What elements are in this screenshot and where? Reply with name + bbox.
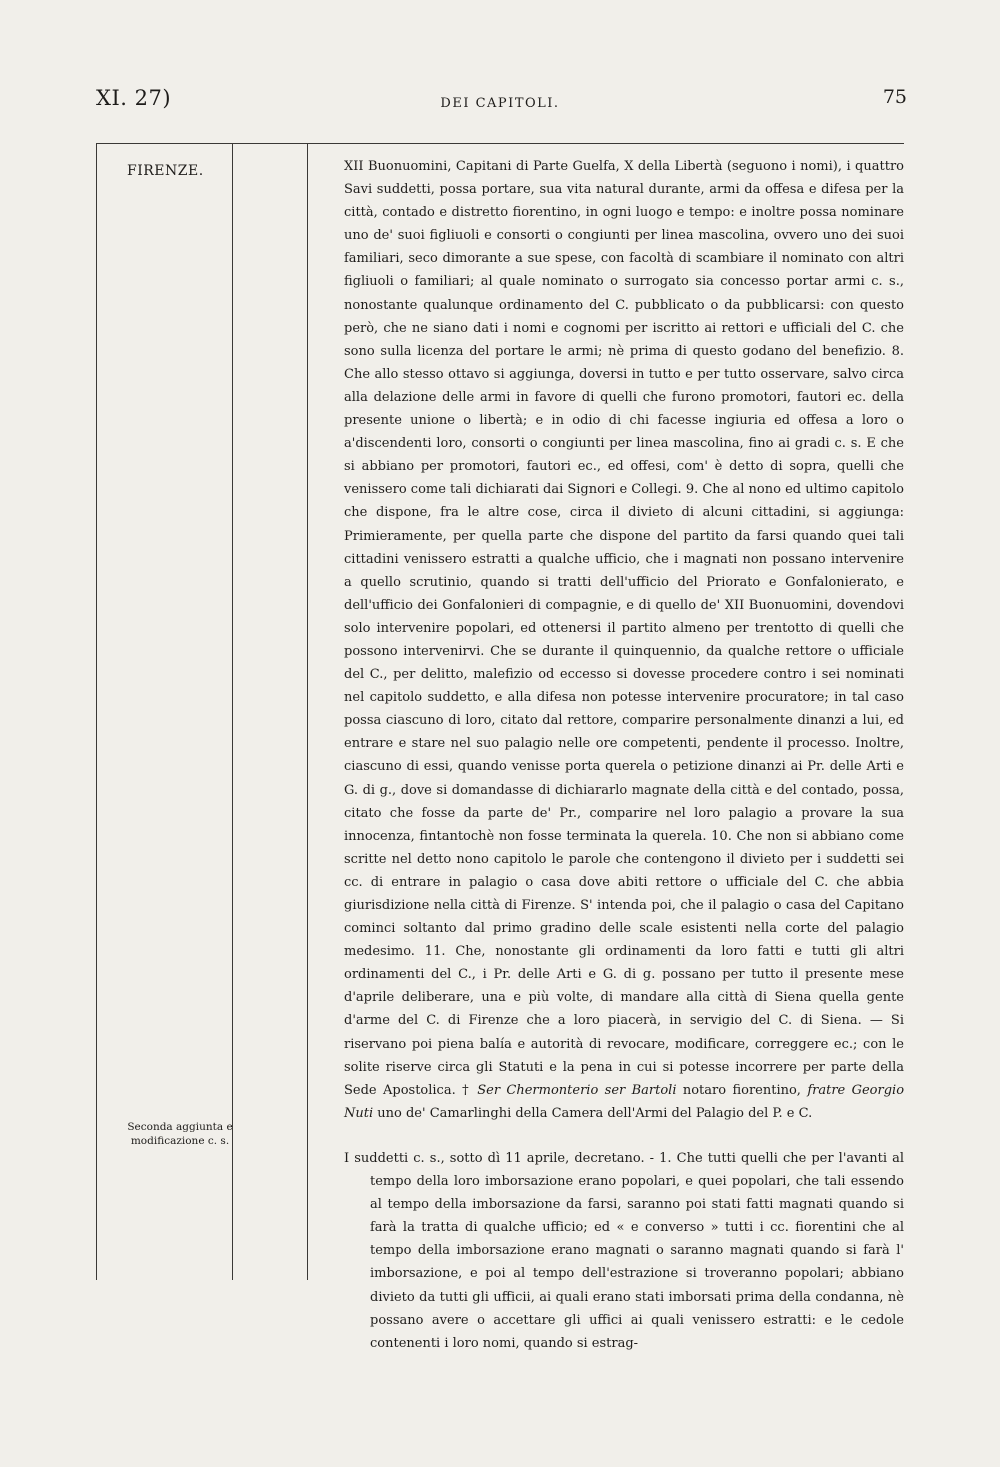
header-rule [96,143,904,144]
paragraph-2: I suddetti c. s., sotto dì 11 aprile, decretano. - 1. Che tutti quelli che per l'avanti al tempo della loro imborsazione erano popolari, e quei popolari, che tali essendo al tempo della imborsazione da farsi, saranno poi stati fatti magnati quando si farà la tratta di qualche ufficio; ed « e converso » tutti i cc. fiorentini che al tempo della imborsazione erano magnati o saranno magnati quando si farà l' imborsazione, e poi al tempo dell'estrazione si troveranno popolari; abbiano divieto da tutti gli ufficii, ai quali erano stati imborsati prima della condanna, nè possano avere o accettare gli uffici ai quali venissero estratti: e le cedole contenenti i loro nomi, quando si estrag- [344,1150,904,1351]
column-rule-right [307,143,308,1280]
page-number: 75 [882,86,907,108]
margin-note: Seconda aggiunta e modificazione c. s. [127,1121,233,1147]
column-rule-middle [232,143,233,1280]
body-text [344,155,904,1355]
running-title: DEI CAPITOLI. [440,96,560,111]
paragraph-1 [344,155,904,1125]
page-header [0,84,1000,124]
paragraph-1-text-a: XII Buonuomini, Capitani di Parte Guelfa, X della Libertà (seguono i nomi), i quattro Savi suddetti, possa portare, sua vita natural durante, armi da offesa e difesa per la città, contado e distretto fiorentino, in ogni luogo e tempo: e inoltre possa nominare uno de' suoi figliuoli e consorti o congiunti per linea mascolina, ovvero uno dei suoi familiari, seco dimorante a sue spese, con facoltà di scambiare il nominato con altri figliuoli o familiari; al quale nominato o surrogato sia concesso portar armi c. s., nonostante qualunque ordinamento del C. pubblicato o da pubblicarsi: con questo però, che ne siano dati i nomi e cognomi per iscritto ai rettori e ufficiali del C. che sono sulla licenza del portare le armi; nè prima di questo godano del benefizio. 8. Che allo stesso ottavo si aggiunga, doversi in tutto e per tutto osservare, salvo circa alla delazione delle armi in favore di quelli che furono promotori, fautori ec. della presente unione o libertà; e in odio di chi facesse ingiuria ed offesa a loro o a'discendenti loro, consorti o congiunti per linea mascolina, fino ai gradi c. s. E che si abbiano per promotori, fautori ec., ed offesi, com' è detto di sopra, quelli che venissero come tali dichiarati dai Signori e Collegi. 9. Che al nono ed ultimo capitolo che dispone, fra le altre cose, circa il divieto di alcuni cittadini, si aggiunga: Primieramente, per quella parte che dispone del partito da farsi quando quei tali cittadini venissero estratti a qualche ufficio, che i magnati non possano intervenire a quello scrutinio, quando si tratti dell'ufficio del Priorato e Gonfalonierato, e dell'ufficio dei Gonfalonieri di compagnie, e di quello de' XII Buonuomini, dovendovi solo intervenire popolari, ed ottenersi il partito almeno per trentotto di quelli che possono intervenirvi. Che se durante il quinquennio, da qualche rettore o ufficiale del C., per delitto, malefizio od eccesso si dovesse procedere contro i sei nominati nel capitolo suddetto, e alla difesa non potesse intervenire procuratore; in tal caso possa ciascuno di loro, citato dal rettore, comparire personalmente dinanzi a lui, ed entrare e stare nel suo palagio nelle ore competenti, pendente il processo. Inoltre, ciascuno di essi, quando venisse porta querela o petizione dinanzi ai Pr. delle Arti e G. di g., dove si domandasse di dichiararlo magnate della città e del contado, possa, citato che fosse da parte de' Pr., comparire nel loro palagio a provare la sua innocenza, fintantochè non fosse terminata la querela. 10. Che non si abbiano come scritte nel detto nono capitolo le parole che contengono il divieto per i suddetti sei cc. di entrare in palagio o casa dove abiti rettore o ufficiale del C. che abbia giurisdizione nella città di Firenze. S' intenda poi, che il palagio o casa del Capitano cominci soltanto dal primo gradino delle scale esistenti nella corte del palagio medesimo. 11. Che, nonostante gli ordinamenti da loro fatti e tutti gli altri ordinamenti del C., i Pr. delle Arti e G. di g. possano per tutto il presente mese d'aprile deliberare, una e più volte, di mandare alla città di Siena quella gente d'arme del C. di Firenze che a loro piacerà, in servigio del C. di Siena. — Si riservano poi piena balía e autorità di revocare, modificare, correggere ec.; con le solite riserve circa gli Statuti e la pena in cui si potesse incorrere per parte della Sede Apostolica. † [344,159,904,1098]
notary-name: Ser Chermonterio ser Bartoli [477,1082,677,1098]
camarlingo-name: fratre Georgio Nuti [344,1082,905,1121]
place-label: FIRENZE. [127,163,204,179]
chapter-reference: XI. 27) [96,86,172,110]
paragraph-1-text-c: uno de' Camarlinghi della Camera dell'Armi del Palagio del P. e C. [373,1105,813,1121]
paragraph-1-text-b: notaro fiorentino, [676,1082,808,1098]
column-rule-left [96,143,97,1280]
